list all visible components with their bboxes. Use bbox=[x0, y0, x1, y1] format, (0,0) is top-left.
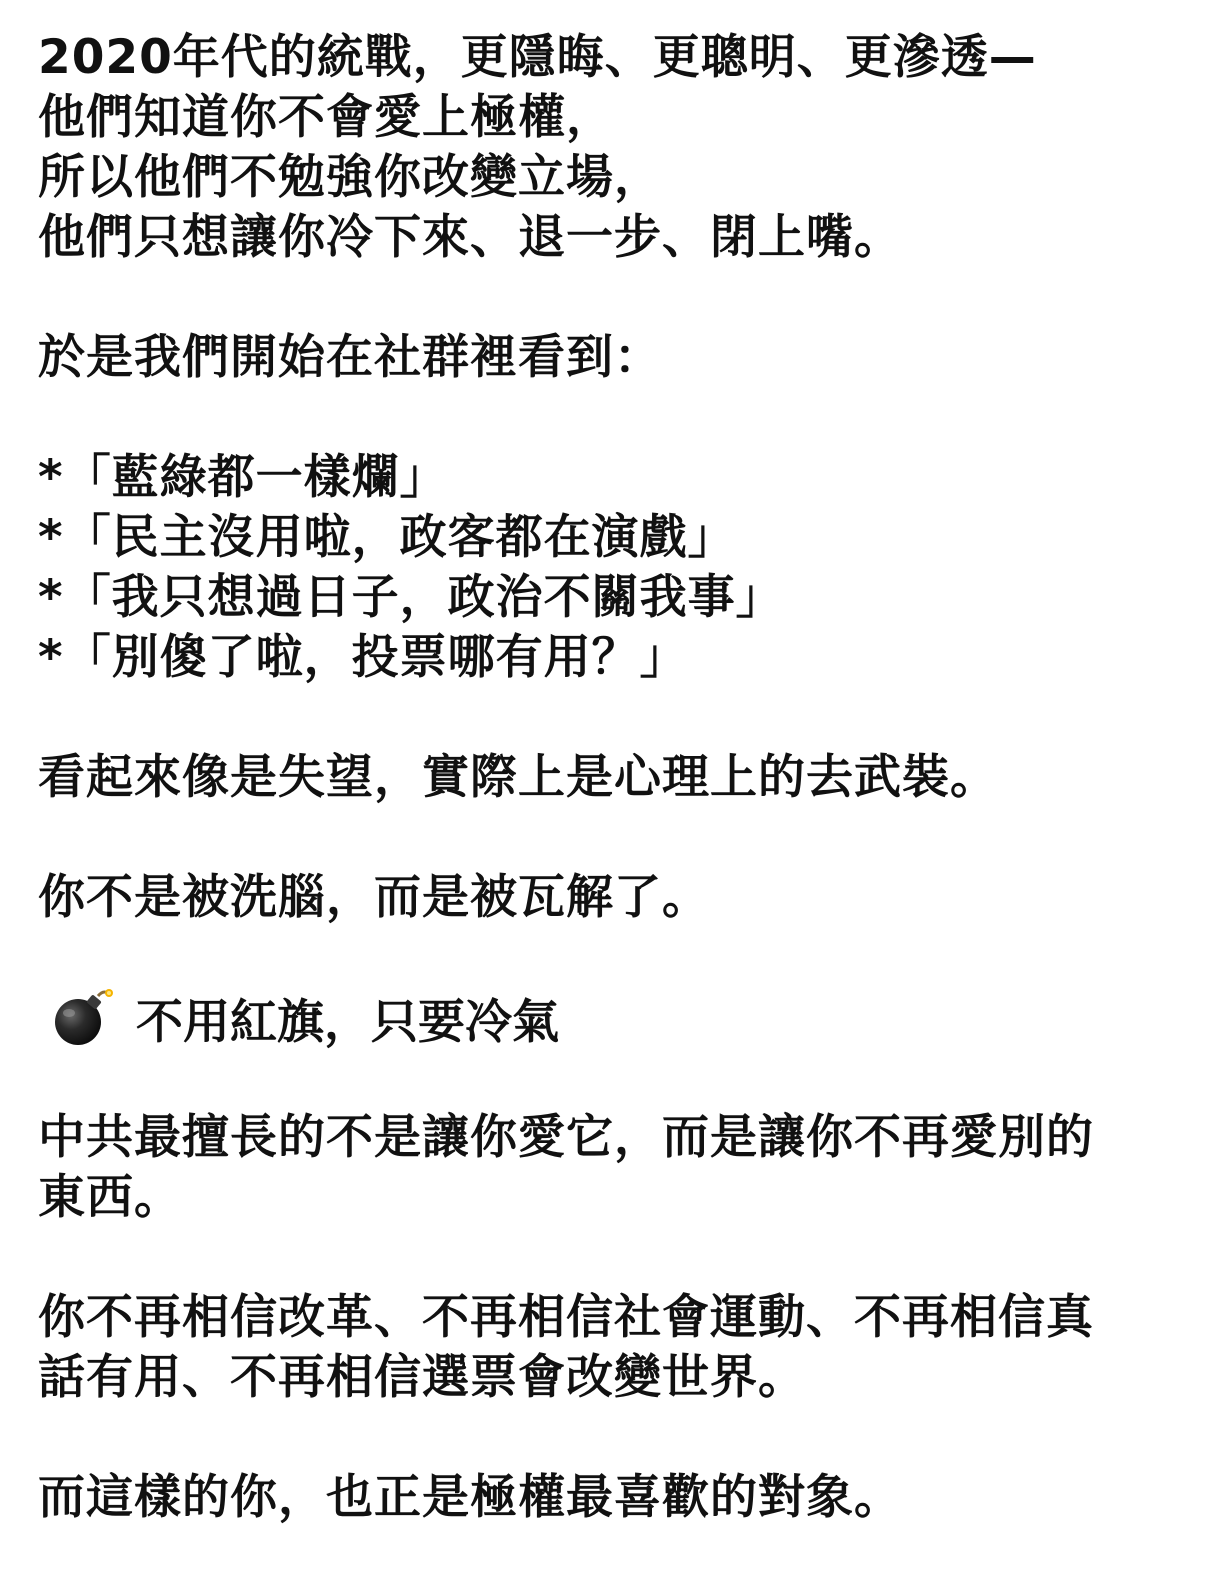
post-body bbox=[38, 28, 1178, 1528]
dissolve-paragraph bbox=[38, 868, 1178, 928]
believe-paragraph bbox=[38, 1288, 1178, 1408]
list-item: *「藍綠都一樣爛」 bbox=[38, 450, 448, 505]
paragraph-gap bbox=[38, 1228, 1178, 1288]
text-line: 而這樣的你，也正是極權最喜歡的對象。 bbox=[38, 1470, 902, 1525]
section-heading bbox=[38, 988, 1178, 1048]
list-item: *「我只想過日子，政治不關我事」 bbox=[38, 570, 784, 625]
paragraph-gap bbox=[38, 388, 1178, 448]
final-paragraph bbox=[38, 1468, 1178, 1528]
lead-paragraph bbox=[38, 328, 1178, 388]
text-line: 中共最擅長的不是讓你愛它，而是讓你不再愛別的 bbox=[38, 1110, 1094, 1165]
text-line: 看起來像是失望，實際上是心理上的去武裝。 bbox=[38, 750, 998, 805]
quote-list bbox=[38, 448, 1178, 688]
paragraph-gap bbox=[38, 688, 1178, 748]
text-line: 話有用、不再相信選票會改變世界。 bbox=[38, 1350, 806, 1405]
text-line: 2020年代的統戰，更隱晦、更聰明、更滲透— bbox=[38, 30, 1037, 85]
disarm-paragraph bbox=[38, 748, 1178, 808]
text-line: 你不再相信改革、不再相信社會運動、不再相信真 bbox=[38, 1290, 1094, 1345]
text-line: 所以他們不勉強你改變立場， bbox=[38, 150, 662, 205]
text-line: 他們知道你不會愛上極權， bbox=[38, 90, 614, 145]
list-item: *「民主沒用啦，政客都在演戲」 bbox=[38, 510, 736, 565]
intro-paragraph bbox=[38, 28, 1178, 268]
section-heading-text: 不用紅旗，只要冷氣 bbox=[136, 994, 559, 1050]
paragraph-gap bbox=[38, 808, 1178, 868]
paragraph-gap bbox=[38, 1048, 1178, 1108]
text-line: 於是我們開始在社群裡看到： bbox=[38, 330, 662, 385]
paragraph-gap bbox=[38, 928, 1178, 988]
text-line: 他們只想讓你冷下來、退一步、閉上嘴。 bbox=[38, 210, 902, 265]
ccp-paragraph bbox=[38, 1108, 1178, 1228]
list-item: *「別傻了啦，投票哪有用？」 bbox=[38, 630, 688, 685]
paragraph-gap bbox=[38, 268, 1178, 328]
text-line: 東西。 bbox=[38, 1170, 182, 1225]
bomb-icon bbox=[48, 988, 120, 1048]
text-line: 你不是被洗腦，而是被瓦解了。 bbox=[38, 870, 710, 925]
paragraph-gap bbox=[38, 1408, 1178, 1468]
